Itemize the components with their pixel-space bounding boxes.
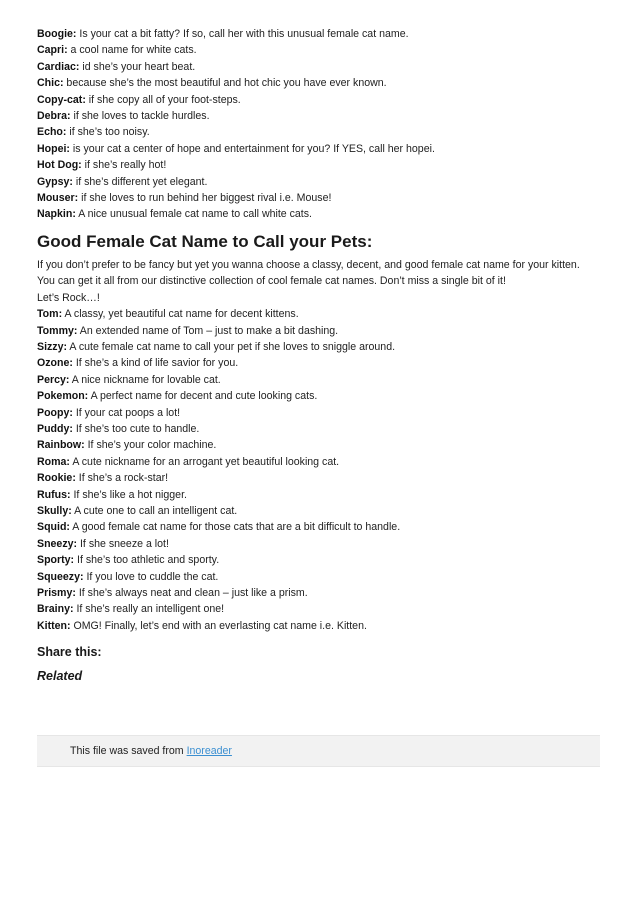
list-item: Echo: if she’s too noisy. bbox=[37, 126, 150, 139]
article-body bbox=[37, 26, 602, 684]
list-item: Rookie: If she’s a rock-star! bbox=[37, 472, 169, 485]
intro-line: Let’s Rock…! bbox=[37, 291, 100, 304]
related-heading: Related bbox=[37, 669, 83, 684]
list-item: Puddy: If she’s too cute to handle. bbox=[37, 422, 200, 435]
list-item: Squid: A good female cat name for those cats that are a bit difficult to handle. bbox=[37, 521, 401, 534]
intro-line: If you don’t prefer to be fancy but yet you wanna choose a classy, decent, and good female cat name for your kitten. bbox=[37, 258, 580, 271]
name-list-good bbox=[37, 306, 602, 634]
list-item: Brainy: If she’s really an intelligent one! bbox=[37, 603, 225, 616]
saved-from-footer bbox=[37, 735, 600, 767]
list-item: Sporty: If she’s too athletic and sporty. bbox=[37, 554, 220, 567]
list-item: Hopei: is your cat a center of hope and entertainment for you? If YES, call her hopei. bbox=[37, 142, 435, 155]
list-item: Chic: because she’s the most beautiful and hot chic you have ever known. bbox=[37, 77, 387, 90]
list-item: Skully: A cute one to call an intelligent cat. bbox=[37, 504, 238, 517]
list-item: Sizzy: A cute female cat name to call your pet if she loves to sniggle around. bbox=[37, 340, 396, 353]
saved-from-text: This file was saved from Inoreader bbox=[70, 745, 232, 757]
list-item: Capri: a cool name for white cats. bbox=[37, 44, 197, 57]
intro-line: You can get it all from our distinctive collection of cool female cat names. Don’t miss a single bit of it! bbox=[37, 275, 506, 288]
list-item: Poopy: If your cat poops a lot! bbox=[37, 406, 181, 419]
list-item: Squeezy: If you love to cuddle the cat. bbox=[37, 570, 219, 583]
list-item: Cardiac: id she’s your heart beat. bbox=[37, 60, 196, 73]
list-item: Prismy: If she’s always neat and clean – just like a prism. bbox=[37, 587, 308, 599]
name-list-unusual bbox=[37, 26, 602, 223]
share-heading: Share this: bbox=[37, 645, 102, 660]
inoreader-link[interactable]: Inoreader bbox=[186, 745, 232, 757]
list-item: Tom: A classy, yet beautiful cat name for decent kittens. bbox=[37, 308, 299, 321]
list-item: Ozone: If she’s a kind of life savior for you. bbox=[37, 357, 239, 370]
list-item: Hot Dog: if she’s really hot! bbox=[37, 159, 167, 172]
list-item: Copy-cat: if she copy all of your foot-steps. bbox=[37, 93, 241, 106]
list-item: Rufus: If she’s like a hot nigger. bbox=[37, 488, 187, 501]
list-item: Roma: A cute nickname for an arrogant yet beautiful looking cat. bbox=[37, 455, 340, 468]
list-item: Percy: A nice nickname for lovable cat. bbox=[37, 373, 221, 386]
list-item: Debra: if she loves to tackle hurdles. bbox=[37, 110, 210, 123]
list-item: Tommy: An extended name of Tom – just to make a bit dashing. bbox=[37, 324, 339, 337]
list-item: Sneezy: If she sneeze a lot! bbox=[37, 537, 169, 550]
list-item: Gypsy: if she’s different yet elegant. bbox=[37, 175, 208, 188]
list-item: Mouser: if she loves to run behind her biggest rival i.e. Mouse! bbox=[37, 192, 332, 205]
list-item: Kitten: OMG! Finally, let’s end with an everlasting cat name i.e. Kitten. bbox=[37, 619, 367, 632]
list-item: Napkin: A nice unusual female cat name to call white cats. bbox=[37, 208, 312, 221]
section-heading: Good Female Cat Name to Call your Pets: bbox=[37, 231, 373, 251]
list-item: Boogie: Is your cat a bit fatty? If so, call her with this unusual female cat name. bbox=[37, 28, 409, 40]
list-item: Rainbow: If she’s your color machine. bbox=[37, 439, 217, 452]
intro-paragraph bbox=[37, 257, 602, 306]
list-item: Pokemon: A perfect name for decent and cute looking cats. bbox=[37, 390, 318, 403]
